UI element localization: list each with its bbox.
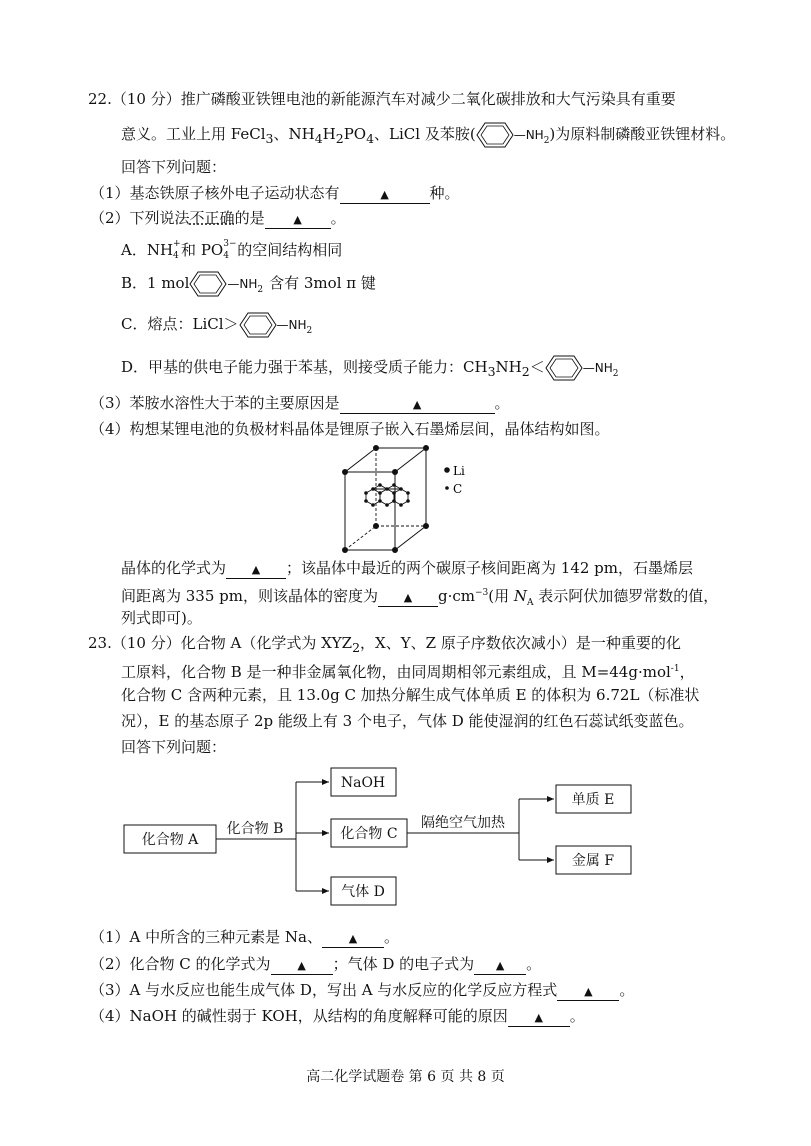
compound-c-label: 化合物 C bbox=[340, 826, 398, 842]
text: D．甲基的供电子能力强于苯基，则接受质子能力：CH bbox=[121, 358, 488, 376]
subscript: 2 bbox=[257, 285, 264, 295]
q23-number: 23. bbox=[88, 634, 112, 652]
text: ＜ bbox=[529, 358, 545, 376]
text: 意义。工业上用 FeCl bbox=[121, 125, 266, 143]
cell-edges bbox=[345, 448, 426, 550]
superscript: 3− bbox=[223, 239, 237, 249]
q22-part3 bbox=[90, 392, 510, 414]
answer-blank[interactable] bbox=[265, 210, 331, 229]
text: (用 bbox=[488, 587, 514, 605]
text: （1）A 中所含的三种元素是 Na、 bbox=[90, 928, 322, 946]
lithium-atoms bbox=[342, 445, 429, 553]
text: 的是 bbox=[234, 209, 265, 227]
naoh-label: NaOH bbox=[340, 775, 386, 791]
benzene-ring-icon bbox=[545, 355, 583, 381]
q22-intro-line1: （10 分）推广磷酸亚铁锂电池的新能源汽车对减少二氧化碳排放和大气污染具有重要 bbox=[111, 90, 676, 108]
text: B．1 mol bbox=[121, 274, 190, 292]
answer-blank[interactable] bbox=[474, 956, 526, 975]
q22-option-c bbox=[121, 310, 312, 345]
text: )为原料制磷酸亚铁锂材料。 bbox=[549, 125, 736, 143]
q23-part1 bbox=[90, 926, 399, 948]
text: 含有 3mol π 键 bbox=[269, 274, 376, 292]
amine-group-label: —NH bbox=[513, 128, 544, 142]
q23-part3 bbox=[90, 979, 634, 1001]
subscript: 2 bbox=[335, 131, 344, 146]
text: A．NH bbox=[121, 241, 174, 259]
ion-charge bbox=[173, 239, 181, 261]
answer-blank[interactable] bbox=[557, 982, 619, 1001]
triangle-icon: ▲ bbox=[293, 213, 302, 226]
q23-intro-line4: 况），E 的基态原子 2p 能级上有 3 个电子，气体 D 能使湿润的红色石蕊试纸变蓝色。 bbox=[121, 712, 694, 730]
q23-part2 bbox=[90, 953, 541, 975]
subscript: 4 bbox=[173, 251, 179, 261]
text: 的空间结构相同 bbox=[237, 241, 343, 259]
text: 。 bbox=[494, 394, 510, 412]
subscript: 4 bbox=[223, 251, 229, 261]
q22-option-a bbox=[121, 239, 342, 261]
legend-c-dot bbox=[445, 486, 449, 490]
triangle-icon: ▲ bbox=[534, 1011, 543, 1024]
element-e-label: 单质 E bbox=[571, 792, 615, 808]
emphasis-text: 不正确 bbox=[189, 209, 235, 227]
subscript: 3 bbox=[487, 364, 496, 379]
answer-blank[interactable] bbox=[340, 185, 430, 204]
text: NH bbox=[495, 358, 522, 376]
superscript: + bbox=[173, 239, 181, 249]
subscript: 4 bbox=[314, 131, 323, 146]
q22-option-d bbox=[121, 353, 618, 388]
superscript: −3 bbox=[475, 588, 489, 598]
italic-symbol: N bbox=[513, 587, 528, 605]
text: g·cm bbox=[438, 587, 475, 605]
text: （3）A 与水反应也能生成气体 D，写出 A 与水反应的化学反应方程式 bbox=[90, 981, 558, 999]
text: 。 bbox=[383, 928, 399, 946]
q22-part4: （4）构想某锂电池的负极材料晶体是锂原子嵌入石墨烯层间，晶体结构如图。 bbox=[90, 420, 610, 438]
text: ；该晶体中最近的两个碳原子核间距离为 142 pm，石墨烯层 bbox=[286, 559, 694, 577]
answer-blank[interactable] bbox=[226, 560, 286, 579]
text: （1）基态铁原子核外电子运动状态有 bbox=[90, 184, 340, 202]
superscript: -1 bbox=[670, 664, 680, 674]
legend-li-label: Li bbox=[453, 464, 465, 478]
answer-blank[interactable] bbox=[322, 929, 384, 948]
amine-group-label: —NH bbox=[227, 277, 258, 291]
text: 。 bbox=[619, 981, 635, 999]
reaction-flowchart bbox=[120, 765, 680, 915]
text: 工原料，化合物 B 是一种非金属氧化物，由同周期相邻元素组成，且 M=44g·mol bbox=[121, 663, 671, 681]
q22-instruction: 回答下列问题： bbox=[121, 158, 227, 176]
answer-blank[interactable] bbox=[340, 395, 495, 414]
subscript: 2 bbox=[306, 326, 313, 336]
text: （2）化合物 C 的化学式为 bbox=[90, 955, 271, 973]
subscript: 2 bbox=[543, 136, 550, 146]
q23-heading bbox=[88, 632, 681, 659]
text: 、NH bbox=[273, 125, 315, 143]
text: 。 bbox=[330, 209, 346, 227]
text: （2）下列说法 bbox=[90, 209, 190, 227]
text: （4）NaOH 的碱性弱于 KOH，从结构的角度解释可能的原因 bbox=[90, 1007, 508, 1025]
legend-li-dot bbox=[444, 467, 450, 473]
q22-part4-line3: 列式即可)。 bbox=[121, 609, 202, 627]
subscript: 4 bbox=[366, 131, 375, 146]
subscript: 2 bbox=[352, 640, 361, 655]
text: 晶体的化学式为 bbox=[121, 559, 227, 577]
text: 。 bbox=[569, 1007, 585, 1025]
text: 和 PO bbox=[181, 241, 224, 259]
triangle-icon: ▲ bbox=[251, 563, 261, 576]
triangle-icon: ▲ bbox=[584, 985, 593, 998]
q23-intro-line3: 化合物 C 含两种元素，且 13.0g C 加热分解生成气体单质 E 的体积为 6.72L（标准状 bbox=[121, 686, 700, 704]
subscript: 2 bbox=[521, 364, 530, 379]
triangle-icon: ▲ bbox=[348, 932, 358, 945]
gas-d-label: 气体 D bbox=[341, 884, 385, 900]
text: ；气体 D 的电子式为 bbox=[332, 955, 475, 973]
q23-part4 bbox=[90, 1005, 585, 1027]
text: 间距离为 335 pm，则该晶体的密度为 bbox=[121, 587, 378, 605]
benzene-ring-icon bbox=[476, 122, 514, 148]
ion-charge bbox=[223, 239, 237, 261]
text: 、LiCl 及苯胺( bbox=[374, 125, 476, 143]
triangle-icon: ▲ bbox=[297, 959, 306, 972]
triangle-icon: ▲ bbox=[412, 398, 422, 411]
q22-intro-line2 bbox=[121, 122, 735, 152]
text: C．熔点：LiCl＞ bbox=[121, 315, 239, 333]
q22-heading bbox=[88, 88, 676, 110]
q22-number: 22. bbox=[88, 90, 112, 108]
page-footer: 高二化学试题卷 第 6 页 共 8 页 bbox=[306, 1069, 505, 1085]
q23-instruction: 回答下列问题： bbox=[121, 738, 227, 756]
text: （10 分）化合物 A（化学式为 XYZ bbox=[111, 634, 353, 652]
triangle-icon: ▲ bbox=[495, 959, 505, 972]
legend-c-label: C bbox=[453, 482, 463, 496]
text: ， bbox=[679, 663, 695, 681]
amine-group-label: —NH bbox=[276, 318, 307, 332]
subscript: A bbox=[527, 598, 534, 608]
text: 表示阿伏加德罗常数的值， bbox=[533, 587, 719, 605]
compound-a-label: 化合物 A bbox=[141, 832, 199, 848]
q22-part1 bbox=[90, 182, 460, 204]
q22-part4-line2 bbox=[121, 582, 718, 614]
answer-blank[interactable] bbox=[378, 588, 438, 607]
text: H bbox=[322, 125, 336, 143]
text: （3）苯胺水溶性大于苯的主要原因是 bbox=[90, 394, 340, 412]
triangle-icon: ▲ bbox=[403, 591, 413, 604]
amine-group-label: —NH bbox=[582, 361, 613, 375]
text: 。 bbox=[526, 955, 542, 973]
benzene-ring-icon bbox=[189, 271, 227, 297]
text: PO bbox=[343, 125, 367, 143]
q23-intro-line2 bbox=[121, 658, 695, 683]
subscript: 2 bbox=[612, 369, 619, 379]
metal-f-label: 金属 F bbox=[571, 853, 615, 869]
crystal-structure-diagram bbox=[340, 445, 480, 557]
heating-condition-label: 隔绝空气加热 bbox=[421, 815, 505, 831]
q22-part2 bbox=[90, 207, 346, 229]
q22-part4-line1 bbox=[121, 557, 693, 579]
text: 种。 bbox=[429, 184, 460, 202]
answer-blank[interactable] bbox=[271, 956, 333, 975]
triangle-icon: ▲ bbox=[380, 188, 389, 201]
subscript: 3 bbox=[265, 131, 274, 146]
benzene-ring-icon bbox=[239, 312, 277, 338]
text: ，X、Y、Z 原子序数依次减小）是一种重要的化 bbox=[360, 634, 681, 652]
compound-b-label: 化合物 B bbox=[226, 821, 284, 837]
carbon-atoms bbox=[364, 483, 410, 507]
hidden-edges bbox=[345, 448, 426, 550]
answer-blank[interactable] bbox=[508, 1008, 570, 1027]
q22-option-b bbox=[121, 269, 376, 304]
